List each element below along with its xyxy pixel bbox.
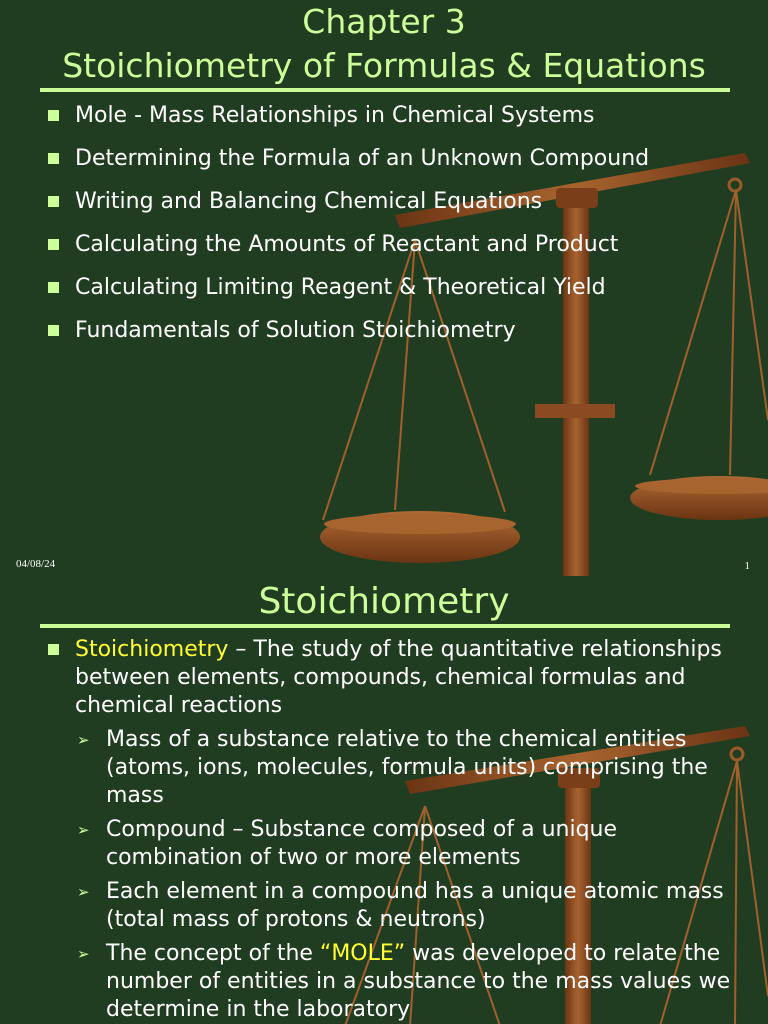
list-item: Mole - Mass Relationships in Chemical Systems [44,102,649,130]
highlighted-term: Stoichiometry [75,637,229,662]
list-item: Determining the Formula of an Unknown Compound [44,145,649,173]
topic-list [44,102,649,345]
title-underline [40,624,730,628]
arrow-bullet-icon: ➢ [77,883,90,901]
sub-list [75,726,734,1024]
list-item: Calculating the Amounts of Reactant and Product [44,231,649,259]
square-bullet-icon [48,644,59,655]
square-bullet-icon [48,239,59,250]
title-underline [40,88,730,92]
slide-date: 04/08/24 [16,558,56,570]
arrow-bullet-icon: ➢ [77,821,90,839]
list-item: ➢ The concept of the “MOLE” was developed to relate the number of entities in a substance to the mass values we determine in the laboratory [77,941,731,1022]
page-number: 1 [744,560,750,572]
list-item: Fundamentals of Solution Stoichiometry [44,317,649,345]
chapter-title: Chapter 3 [302,2,466,41]
square-bullet-icon [48,325,59,336]
square-bullet-icon [48,282,59,293]
square-bullet-icon [48,196,59,207]
arrow-bullet-icon: ➢ [77,731,90,749]
list-item: ➢ Compound – Substance composed of a unique combination of two or more elements [77,817,618,870]
highlighted-term: “MOLE” [319,941,406,966]
list-item: Calculating Limiting Reagent & Theoretical Yield [44,274,649,302]
slide-title: Stoichiometry of Formulas & Equations [62,46,706,85]
slide-2 [0,576,768,1024]
arrow-bullet-icon: ➢ [77,945,90,963]
slide-title: Stoichiometry [258,581,510,622]
list-item [44,636,734,1024]
definition-text: – The study of the quantitative relationships between elements, compounds, chemical formulas and chemical reactions [75,637,722,718]
list-item: Writing and Balancing Chemical Equations [44,188,649,216]
square-bullet-icon [48,153,59,164]
list-item: ➢ Each element in a compound has a unique atomic mass (total mass of protons & neutrons) [77,879,724,932]
list-item: ➢ Mass of a substance relative to the chemical entities (atoms, ions, molecules, formula units) comprising the mass [77,727,708,808]
square-bullet-icon [48,110,59,121]
definition-list [44,636,734,1024]
